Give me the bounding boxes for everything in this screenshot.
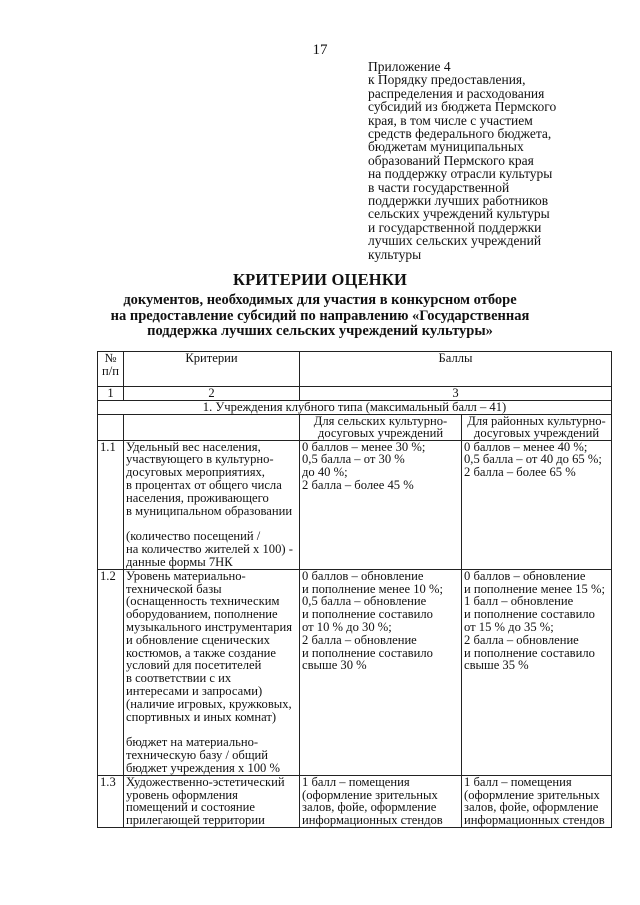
section-row xyxy=(98,400,612,414)
page-number: 17 xyxy=(312,42,328,58)
row-criteria xyxy=(124,569,300,775)
text-line: 0 баллов – обновление xyxy=(302,569,424,583)
document-title: КРИТЕРИИ ОЦЕНКИ xyxy=(232,270,408,289)
text-line: от 15 % до 35 %; xyxy=(464,619,554,634)
col-number-3: 3 xyxy=(300,387,612,401)
text-line: в части государственной xyxy=(368,179,510,195)
text-line: 0 баллов – обновление xyxy=(464,569,586,583)
text-line: 2 балла – обновление xyxy=(302,632,417,647)
text-line: (наличие игровых, кружковых, xyxy=(126,696,292,711)
text-line: от 10 % до 30 %; xyxy=(302,619,392,634)
text-line: средств федерального бюджета, xyxy=(368,126,552,142)
text-line: поддержка лучших сельских учреждений культуры» xyxy=(147,323,493,339)
text-line: данные формы 7НК xyxy=(126,554,233,569)
sub-header-row xyxy=(98,414,612,440)
text-line: и обновление сценических xyxy=(126,632,270,647)
text-line: 2 балла – более 65 % xyxy=(464,465,576,480)
section-title: 1. Учреждения клубного типа (максимальный балл – 41) xyxy=(98,400,612,414)
text-line: залов, фойе, оформление xyxy=(302,800,437,815)
text-line: Удельный вес населения, xyxy=(126,440,261,454)
text-line: Художественно-эстетический xyxy=(126,775,285,789)
text-line: спортивных и иных комнат) xyxy=(126,709,277,724)
text-line: культуры xyxy=(368,246,422,262)
text-line: и пополнение составило xyxy=(302,607,433,622)
text-line: информационных стендов xyxy=(302,813,443,828)
text-line: населения, проживающего xyxy=(126,490,269,505)
header-points: Баллы xyxy=(300,352,612,387)
text-line: на количество жителей х 100) - xyxy=(126,542,293,557)
text-line: и пополнение менее 10 %; xyxy=(302,581,443,596)
text-line: (оснащенность техническим xyxy=(126,594,280,609)
table-row xyxy=(98,569,612,775)
text-line: бюджет на материально- xyxy=(126,735,259,750)
table-header-row xyxy=(98,352,612,387)
row-points-rural xyxy=(300,569,462,775)
text-line: 0,5 балла – от 40 до 65 %; xyxy=(464,452,602,467)
column-numbers-row xyxy=(98,387,612,401)
text-line: 1 балл – обновление xyxy=(464,594,574,609)
text-line: костюмов, а также создание xyxy=(126,645,277,660)
text-line: Уровень материально- xyxy=(126,569,246,583)
appendix-note xyxy=(368,60,628,261)
text-line: бюджет учреждения х 100 % xyxy=(126,760,280,775)
row-number: 1.2 xyxy=(98,569,124,775)
sub-header-district: Для районных культурно-досуговых учреждений xyxy=(462,414,612,440)
text-line: залов, фойе, оформление xyxy=(464,800,599,815)
text-line: прилегающей территории xyxy=(126,813,265,828)
text-line: уровень оформления xyxy=(126,787,238,802)
row-criteria xyxy=(124,775,300,827)
col-number-1: 1 xyxy=(98,387,124,401)
header-num: № п/п xyxy=(98,352,124,387)
text-line: на поддержку отрасли культуры xyxy=(368,166,553,182)
row-number: 1.3 xyxy=(98,775,124,827)
table-row xyxy=(98,440,612,569)
text-line: музыкального инструментария xyxy=(126,619,293,634)
row-criteria xyxy=(124,440,300,569)
text-line: Приложение 4 xyxy=(368,59,451,74)
text-line: свыше 35 % xyxy=(464,658,529,673)
row-points-district xyxy=(462,440,612,569)
row-points-district xyxy=(462,569,612,775)
criteria-table xyxy=(97,351,612,828)
text-line: информационных стендов xyxy=(464,813,605,828)
text-line: участвующего в культурно- xyxy=(126,452,274,467)
text-line: и государственной поддержки xyxy=(368,219,542,235)
text-line: до 40 %; xyxy=(302,465,348,480)
text-line: интересами и запросами) xyxy=(126,683,263,698)
text-line: (количество посещений / xyxy=(126,529,261,544)
text-line: края, в том числе с участием xyxy=(368,112,533,128)
document-subtitle xyxy=(0,293,640,340)
text-line: технической базы xyxy=(126,581,222,596)
text-line: сельских учреждений культуры xyxy=(368,206,550,222)
text-line: распределения и расходования xyxy=(368,85,545,101)
row-points-district xyxy=(462,775,612,827)
sub-header-rural: Для сельских культурно-досуговых учреждений xyxy=(300,414,462,440)
text-line: 2 балла – обновление xyxy=(464,632,579,647)
header-criteria: Критерии xyxy=(124,352,300,387)
text-line: (оформление зрительных xyxy=(302,787,438,802)
table-row xyxy=(98,775,612,827)
text-line: в муниципальном образовании xyxy=(126,503,293,518)
text-line: и пополнение менее 15 %; xyxy=(464,581,605,596)
text-line: в процентах от общего числа xyxy=(126,477,282,492)
text-line: техническую базу / общий xyxy=(126,748,269,763)
text-line: оборудованием, пополнение xyxy=(126,607,278,622)
text-line: и пополнение составило xyxy=(464,645,595,660)
text-line: и пополнение составило xyxy=(464,607,595,622)
text-line: поддержки лучших работников xyxy=(368,193,549,209)
text-line: образований Пермского края xyxy=(368,152,534,168)
text-line: досуговых мероприятиях, xyxy=(126,465,265,480)
text-line: условий для посетителей xyxy=(126,658,262,673)
text-line: субсидий из бюджета Пермского xyxy=(368,99,557,115)
text-line: 0 баллов – менее 40 %; xyxy=(464,440,588,454)
text-line: (оформление зрительных xyxy=(464,787,600,802)
row-points-rural xyxy=(300,775,462,827)
text-line: помещений и состояние xyxy=(126,800,255,815)
row-points-rural xyxy=(300,440,462,569)
text-line: 2 балла – более 45 % xyxy=(302,477,414,492)
text-line: и пополнение составило xyxy=(302,645,433,660)
text-line: лучших сельских учреждений xyxy=(368,233,542,249)
text-line: 1 балл – помещения xyxy=(302,775,410,789)
text-line: 0,5 балла – обновление xyxy=(302,594,427,609)
col-number-2: 2 xyxy=(124,387,300,401)
text-line: 0,5 балла – от 30 % xyxy=(302,452,405,467)
text-line: свыше 30 % xyxy=(302,658,367,673)
text-line: 1 балл – помещения xyxy=(464,775,572,789)
row-number: 1.1 xyxy=(98,440,124,569)
text-line: в соответствии с их xyxy=(126,671,232,686)
text-line: 0 баллов – менее 30 %; xyxy=(302,440,426,454)
text-line: документов, необходимых для участия в конкурсном отборе xyxy=(123,292,517,308)
text-line: бюджетам муниципальных xyxy=(368,139,524,155)
text-line: на предоставление субсидий по направлению «Государственная xyxy=(110,307,530,324)
text-line: к Порядку предоставления, xyxy=(368,72,526,88)
